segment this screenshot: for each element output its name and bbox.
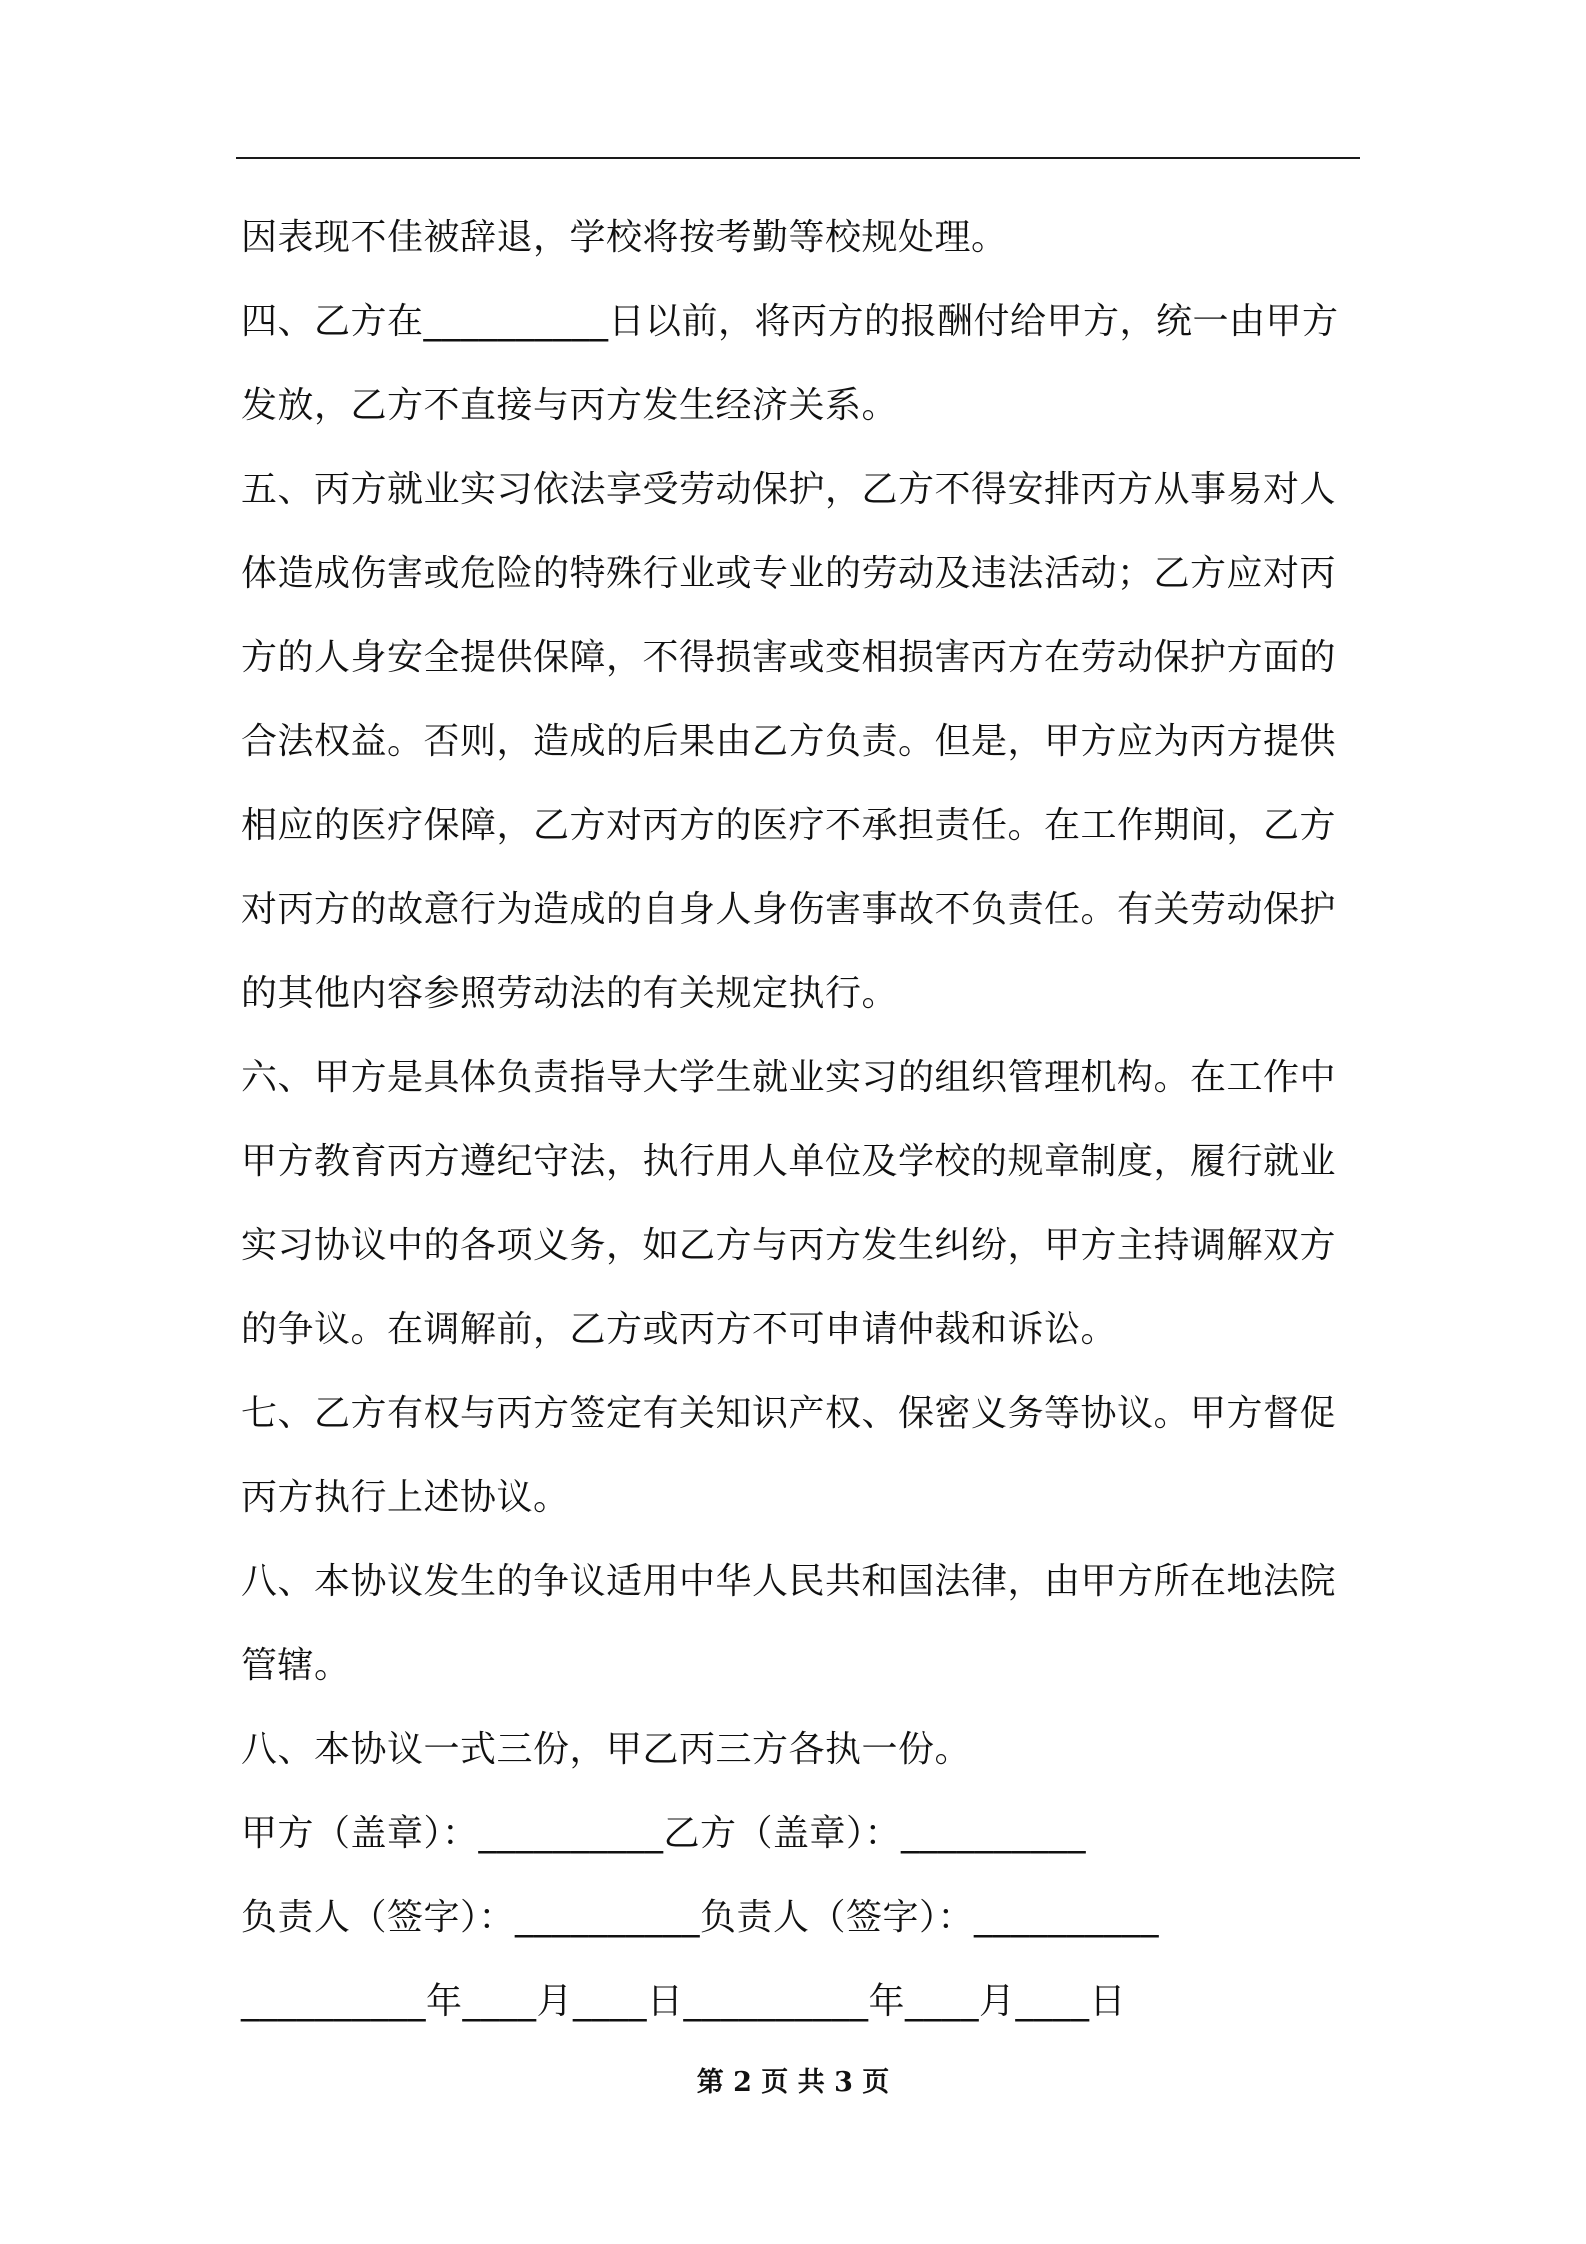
text-line: 实习协议中的各项义务，如乙方与丙方发生纠纷，甲方主持调解双方 — [241, 1225, 1337, 1266]
signature-line-date: __________年____月____日__________年____月____日 — [241, 1981, 1126, 2022]
text-line: 丙方执行上述协议。 — [241, 1477, 570, 1518]
page-number: 第 2 页 共 3 页 — [696, 2067, 890, 2098]
text-line: 合法权益。否则，造成的后果由乙方负责。但是，甲方应为丙方提供 — [241, 721, 1337, 762]
signature-line-signer: 负责人（签字）：__________负责人（签字）：__________ — [241, 1897, 1160, 1938]
text-line: 甲方教育丙方遵纪守法，执行用人单位及学校的规章制度，履行就业 — [241, 1141, 1337, 1182]
document-body — [241, 196, 1361, 2044]
signature-line-seal: 甲方（盖章）：__________乙方（盖章）：__________ — [241, 1813, 1087, 1854]
text-line: 四、乙方在__________日以前，将丙方的报酬付给甲方，统一由甲方 — [241, 301, 1339, 342]
text-line: 的争议。在调解前，乙方或丙方不可申请仲裁和诉讼。 — [241, 1309, 1118, 1350]
text-line: 八、本协议发生的争议适用中华人民共和国法律，由甲方所在地法院 — [241, 1561, 1337, 1602]
text-line: 八、本协议一式三份，甲乙丙三方各执一份。 — [241, 1729, 972, 1770]
text-line: 体造成伤害或危险的特殊行业或专业的劳动及违法活动；乙方应对丙 — [241, 553, 1337, 594]
header-divider — [236, 157, 1360, 159]
text-line: 相应的医疗保障，乙方对丙方的医疗不承担责任。在工作期间，乙方 — [241, 805, 1337, 846]
text-line: 五、丙方就业实习依法享受劳动保护，乙方不得安排丙方从事易对人 — [241, 469, 1337, 510]
text-line: 方的人身安全提供保障，不得损害或变相损害丙方在劳动保护方面的 — [241, 637, 1337, 678]
text-line: 因表现不佳被辞退，学校将按考勤等校规处理。 — [241, 217, 1008, 258]
text-line: 七、乙方有权与丙方签定有关知识产权、保密义务等协议。甲方督促 — [241, 1393, 1337, 1434]
text-line: 的其他内容参照劳动法的有关规定执行。 — [241, 973, 899, 1014]
text-line: 对丙方的故意行为造成的自身人身伤害事故不负责任。有关劳动保护 — [241, 889, 1337, 930]
text-line: 管辖。 — [241, 1645, 351, 1686]
text-line: 发放，乙方不直接与丙方发生经济关系。 — [241, 385, 899, 426]
text-line: 六、甲方是具体负责指导大学生就业实习的组织管理机构。在工作中 — [241, 1057, 1337, 1098]
